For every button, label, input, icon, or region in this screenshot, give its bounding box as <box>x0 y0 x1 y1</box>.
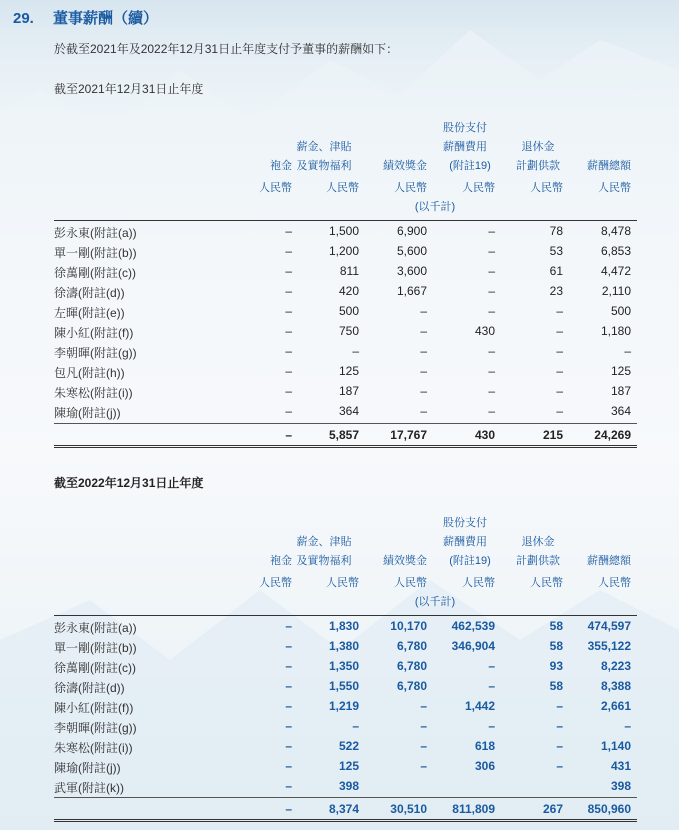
value-cell: – <box>556 324 563 338</box>
share-payment-header-line-1: 股份支付 <box>443 122 487 134</box>
value-cell: – <box>488 679 495 693</box>
value-cell: 1,350 <box>328 659 359 673</box>
value-cell: – <box>488 659 495 673</box>
value-cell: – <box>285 779 292 793</box>
value-cell: – <box>420 404 427 418</box>
director-name: 徐萬剛(附註(c)) <box>54 266 136 280</box>
value-cell: – <box>556 384 563 398</box>
share-payment-header-line-1: 股份支付 <box>443 517 487 529</box>
currency-label: 人民幣 <box>530 577 563 589</box>
director-name: 左暉(附註(e)) <box>54 306 125 320</box>
salary-header-line-2: 及實物福利 <box>296 160 352 172</box>
currency-label: 人民幣 <box>259 182 292 194</box>
director-name: 徐濤(附註(d)) <box>54 286 125 300</box>
value-cell: – <box>420 384 427 398</box>
value-cell: 474,597 <box>587 619 631 633</box>
value-cell: – <box>285 699 292 713</box>
salary-header-line-1: 薪金、津貼 <box>296 141 352 153</box>
director-name: 包凡(附註(h)) <box>54 366 125 380</box>
total-cell: 17,767 <box>390 428 427 442</box>
value-cell: 522 <box>338 739 359 753</box>
director-name: 陳小紅(附註(f)) <box>54 326 134 340</box>
value-cell: – <box>420 759 427 773</box>
value-cell: – <box>556 364 563 378</box>
currency-label: 人民幣 <box>326 577 359 589</box>
period-label-2021: 截至2021年12月31日止年度 <box>54 82 204 96</box>
value-cell: – <box>285 384 292 398</box>
total-cell: 850,960 <box>587 802 631 816</box>
value-cell: 618 <box>474 739 495 753</box>
subtotal-rule <box>54 797 637 798</box>
director-name: 彭永東(附註(a)) <box>54 621 137 635</box>
value-cell: – <box>285 364 292 378</box>
value-cell: – <box>285 304 292 318</box>
director-name: 陳小紅(附註(f)) <box>54 701 134 715</box>
director-name: 李朝暉(附註(g)) <box>54 721 137 735</box>
value-cell: 500 <box>610 304 631 318</box>
value-cell: 187 <box>338 384 359 398</box>
value-cell: 5,600 <box>396 244 427 258</box>
table-row <box>0 759 679 779</box>
value-cell: 6,853 <box>600 244 631 258</box>
table-top-rule <box>54 220 637 221</box>
total-cell: 30,510 <box>390 802 427 816</box>
total-cell: – <box>285 428 292 442</box>
value-cell: – <box>420 304 427 318</box>
table-row <box>0 639 679 659</box>
value-cell: – <box>488 344 495 358</box>
value-cell: 1,550 <box>328 679 359 693</box>
value-cell: 58 <box>549 679 563 693</box>
director-name: 陳瑜(附註(j)) <box>54 406 121 420</box>
value-cell: 93 <box>549 659 563 673</box>
value-cell: 6,780 <box>396 679 427 693</box>
value-cell: – <box>488 719 495 733</box>
value-cell: – <box>556 719 563 733</box>
table-row <box>0 344 679 364</box>
currency-label: 人民幣 <box>259 577 292 589</box>
value-cell: – <box>420 699 427 713</box>
value-cell: – <box>285 224 292 238</box>
director-name: 武軍(附註(k)) <box>54 781 124 795</box>
share-payment-header-line-2: 薪酬費用 <box>443 141 487 153</box>
value-cell: – <box>624 719 631 733</box>
value-cell: 2,661 <box>600 699 631 713</box>
value-cell: 125 <box>338 759 359 773</box>
value-cell: – <box>488 244 495 258</box>
value-cell: – <box>488 404 495 418</box>
fees-header-line-1: 袍金 <box>270 160 292 172</box>
value-cell: – <box>420 739 427 753</box>
value-cell: 8,388 <box>600 679 631 693</box>
table-row <box>0 719 679 739</box>
total-header-line-1: 薪酬總額 <box>587 555 631 567</box>
table-row <box>0 324 679 344</box>
value-cell: – <box>285 244 292 258</box>
table-row <box>0 779 679 799</box>
value-cell: – <box>556 404 563 418</box>
intro-text: 於截至2021年及2022年12月31日止年度支付予董事的薪酬如下： <box>54 42 399 56</box>
section-heading <box>13 7 158 28</box>
value-cell: 431 <box>610 759 631 773</box>
table-top-rule <box>54 615 637 616</box>
table-row <box>0 244 679 264</box>
value-cell: 6,780 <box>396 639 427 653</box>
value-cell: 187 <box>610 384 631 398</box>
value-cell: 125 <box>610 364 631 378</box>
table-row <box>0 364 679 384</box>
total-cell: 5,857 <box>328 428 359 442</box>
value-cell: 306 <box>474 759 495 773</box>
value-cell: – <box>285 659 292 673</box>
value-cell: 125 <box>338 364 359 378</box>
currency-label: 人民幣 <box>462 577 495 589</box>
value-cell: 53 <box>549 244 563 258</box>
currency-label: 人民幣 <box>530 182 563 194</box>
value-cell: 58 <box>549 619 563 633</box>
value-cell: – <box>285 759 292 773</box>
value-cell: 3,600 <box>396 264 427 278</box>
value-cell: 1,200 <box>328 244 359 258</box>
value-cell: 58 <box>549 639 563 653</box>
value-cell: 462,539 <box>451 619 495 633</box>
total-header-line-1: 薪酬總額 <box>587 160 631 172</box>
value-cell: – <box>285 284 292 298</box>
share-payment-header-line-3: (附註19) <box>449 160 491 172</box>
value-cell: – <box>285 344 292 358</box>
total-cell: – <box>285 802 292 816</box>
table-row <box>0 384 679 404</box>
director-name: 單一剛(附註(b)) <box>54 246 137 260</box>
unit-label: (以千計) <box>414 201 456 213</box>
value-cell: – <box>556 344 563 358</box>
table-row <box>0 699 679 719</box>
director-name: 徐萬剛(附註(c)) <box>54 661 136 675</box>
director-name: 朱寒松(附註(i)) <box>54 386 133 400</box>
currency-label: 人民幣 <box>326 182 359 194</box>
director-name: 陳瑜(附註(j)) <box>54 761 121 775</box>
value-cell: – <box>488 224 495 238</box>
value-cell: – <box>488 284 495 298</box>
pension-header-line-2: 計劃供款 <box>516 160 560 172</box>
table-row <box>0 264 679 284</box>
value-cell: – <box>352 344 359 358</box>
value-cell: – <box>556 739 563 753</box>
value-cell: – <box>285 739 292 753</box>
value-cell: – <box>556 699 563 713</box>
value-cell: 1,830 <box>328 619 359 633</box>
total-cell: 267 <box>542 802 563 816</box>
value-cell: – <box>285 719 292 733</box>
table-row <box>0 304 679 324</box>
value-cell: 750 <box>338 324 359 338</box>
value-cell: – <box>285 324 292 338</box>
currency-label: 人民幣 <box>598 577 631 589</box>
value-cell: 61 <box>549 264 563 278</box>
value-cell: 398 <box>338 779 359 793</box>
value-cell: – <box>285 639 292 653</box>
pension-header-line-1: 退休金 <box>521 141 555 153</box>
value-cell: 398 <box>610 779 631 793</box>
total-cell: 24,269 <box>594 428 631 442</box>
director-name: 李朝暉(附註(g)) <box>54 346 137 360</box>
value-cell: – <box>556 304 563 318</box>
total-cell: 811,809 <box>452 802 495 816</box>
value-cell: – <box>285 619 292 633</box>
share-payment-header-line-3: (附註19) <box>449 555 491 567</box>
value-cell: 346,904 <box>451 639 495 653</box>
value-cell: 364 <box>610 404 631 418</box>
pension-header-line-1: 退休金 <box>521 536 555 548</box>
value-cell: 1,219 <box>328 699 359 713</box>
value-cell: 1,500 <box>328 224 359 238</box>
value-cell: 2,110 <box>601 284 631 298</box>
director-name: 徐濤(附註(d)) <box>54 681 125 695</box>
total-cell: 8,374 <box>328 802 359 816</box>
director-name: 單一剛(附註(b)) <box>54 641 137 655</box>
value-cell: 430 <box>474 324 495 338</box>
value-cell: 8,478 <box>600 224 631 238</box>
value-cell: 10,170 <box>390 619 427 633</box>
value-cell: 4,472 <box>600 264 631 278</box>
currency-label: 人民幣 <box>394 577 427 589</box>
table-row <box>0 619 679 639</box>
table-row <box>0 224 679 244</box>
share-payment-header-line-2: 薪酬費用 <box>443 536 487 548</box>
value-cell: – <box>285 679 292 693</box>
value-cell: – <box>420 719 427 733</box>
subtotal-rule <box>54 423 637 424</box>
bonus-header-line-1: 績效獎金 <box>383 160 427 172</box>
value-cell: 420 <box>338 284 359 298</box>
value-cell: 6,900 <box>396 224 427 238</box>
fees-header-line-1: 袍金 <box>270 555 292 567</box>
value-cell: – <box>420 344 427 358</box>
value-cell: – <box>420 364 427 378</box>
value-cell: – <box>488 264 495 278</box>
table-row <box>0 739 679 759</box>
table-row <box>0 404 679 424</box>
bonus-header-line-1: 績效獎金 <box>383 555 427 567</box>
section-number: 29. <box>13 10 34 27</box>
total-double-rule <box>54 445 637 448</box>
value-cell: 8,223 <box>600 659 631 673</box>
salary-header-line-2: 及實物福利 <box>296 555 352 567</box>
value-cell: – <box>352 719 359 733</box>
total-cell: 430 <box>474 428 495 442</box>
value-cell: 811 <box>339 264 359 278</box>
currency-label: 人民幣 <box>394 182 427 194</box>
table-row <box>0 659 679 679</box>
currency-label: 人民幣 <box>598 182 631 194</box>
total-double-rule <box>54 819 637 822</box>
value-cell: – <box>488 384 495 398</box>
value-cell: 23 <box>549 284 563 298</box>
period-label-2022: 截至2022年12月31日止年度 <box>54 476 204 490</box>
unit-label: (以千計) <box>414 596 456 608</box>
value-cell: 364 <box>338 404 359 418</box>
director-name: 彭永東(附註(a)) <box>54 226 137 240</box>
value-cell: – <box>285 264 292 278</box>
value-cell: – <box>624 344 631 358</box>
value-cell: – <box>488 364 495 378</box>
value-cell: – <box>488 304 495 318</box>
value-cell: 355,122 <box>587 639 631 653</box>
salary-header-line-1: 薪金、津貼 <box>296 536 352 548</box>
total-cell: 215 <box>542 428 563 442</box>
value-cell: – <box>556 759 563 773</box>
value-cell: 1,442 <box>464 699 495 713</box>
value-cell: 1,180 <box>600 324 631 338</box>
value-cell: – <box>285 404 292 418</box>
table-row <box>0 679 679 699</box>
value-cell: 1,667 <box>396 284 427 298</box>
table-row <box>0 284 679 304</box>
value-cell: 6,780 <box>396 659 427 673</box>
director-name: 朱寒松(附註(i)) <box>54 741 133 755</box>
pension-header-line-2: 計劃供款 <box>516 555 560 567</box>
currency-label: 人民幣 <box>462 182 495 194</box>
value-cell: 1,140 <box>600 739 631 753</box>
value-cell: 78 <box>549 224 563 238</box>
value-cell: – <box>420 324 427 338</box>
section-title: 董事薪酬（續） <box>53 10 159 27</box>
value-cell: 500 <box>338 304 359 318</box>
value-cell: 1,380 <box>328 639 359 653</box>
